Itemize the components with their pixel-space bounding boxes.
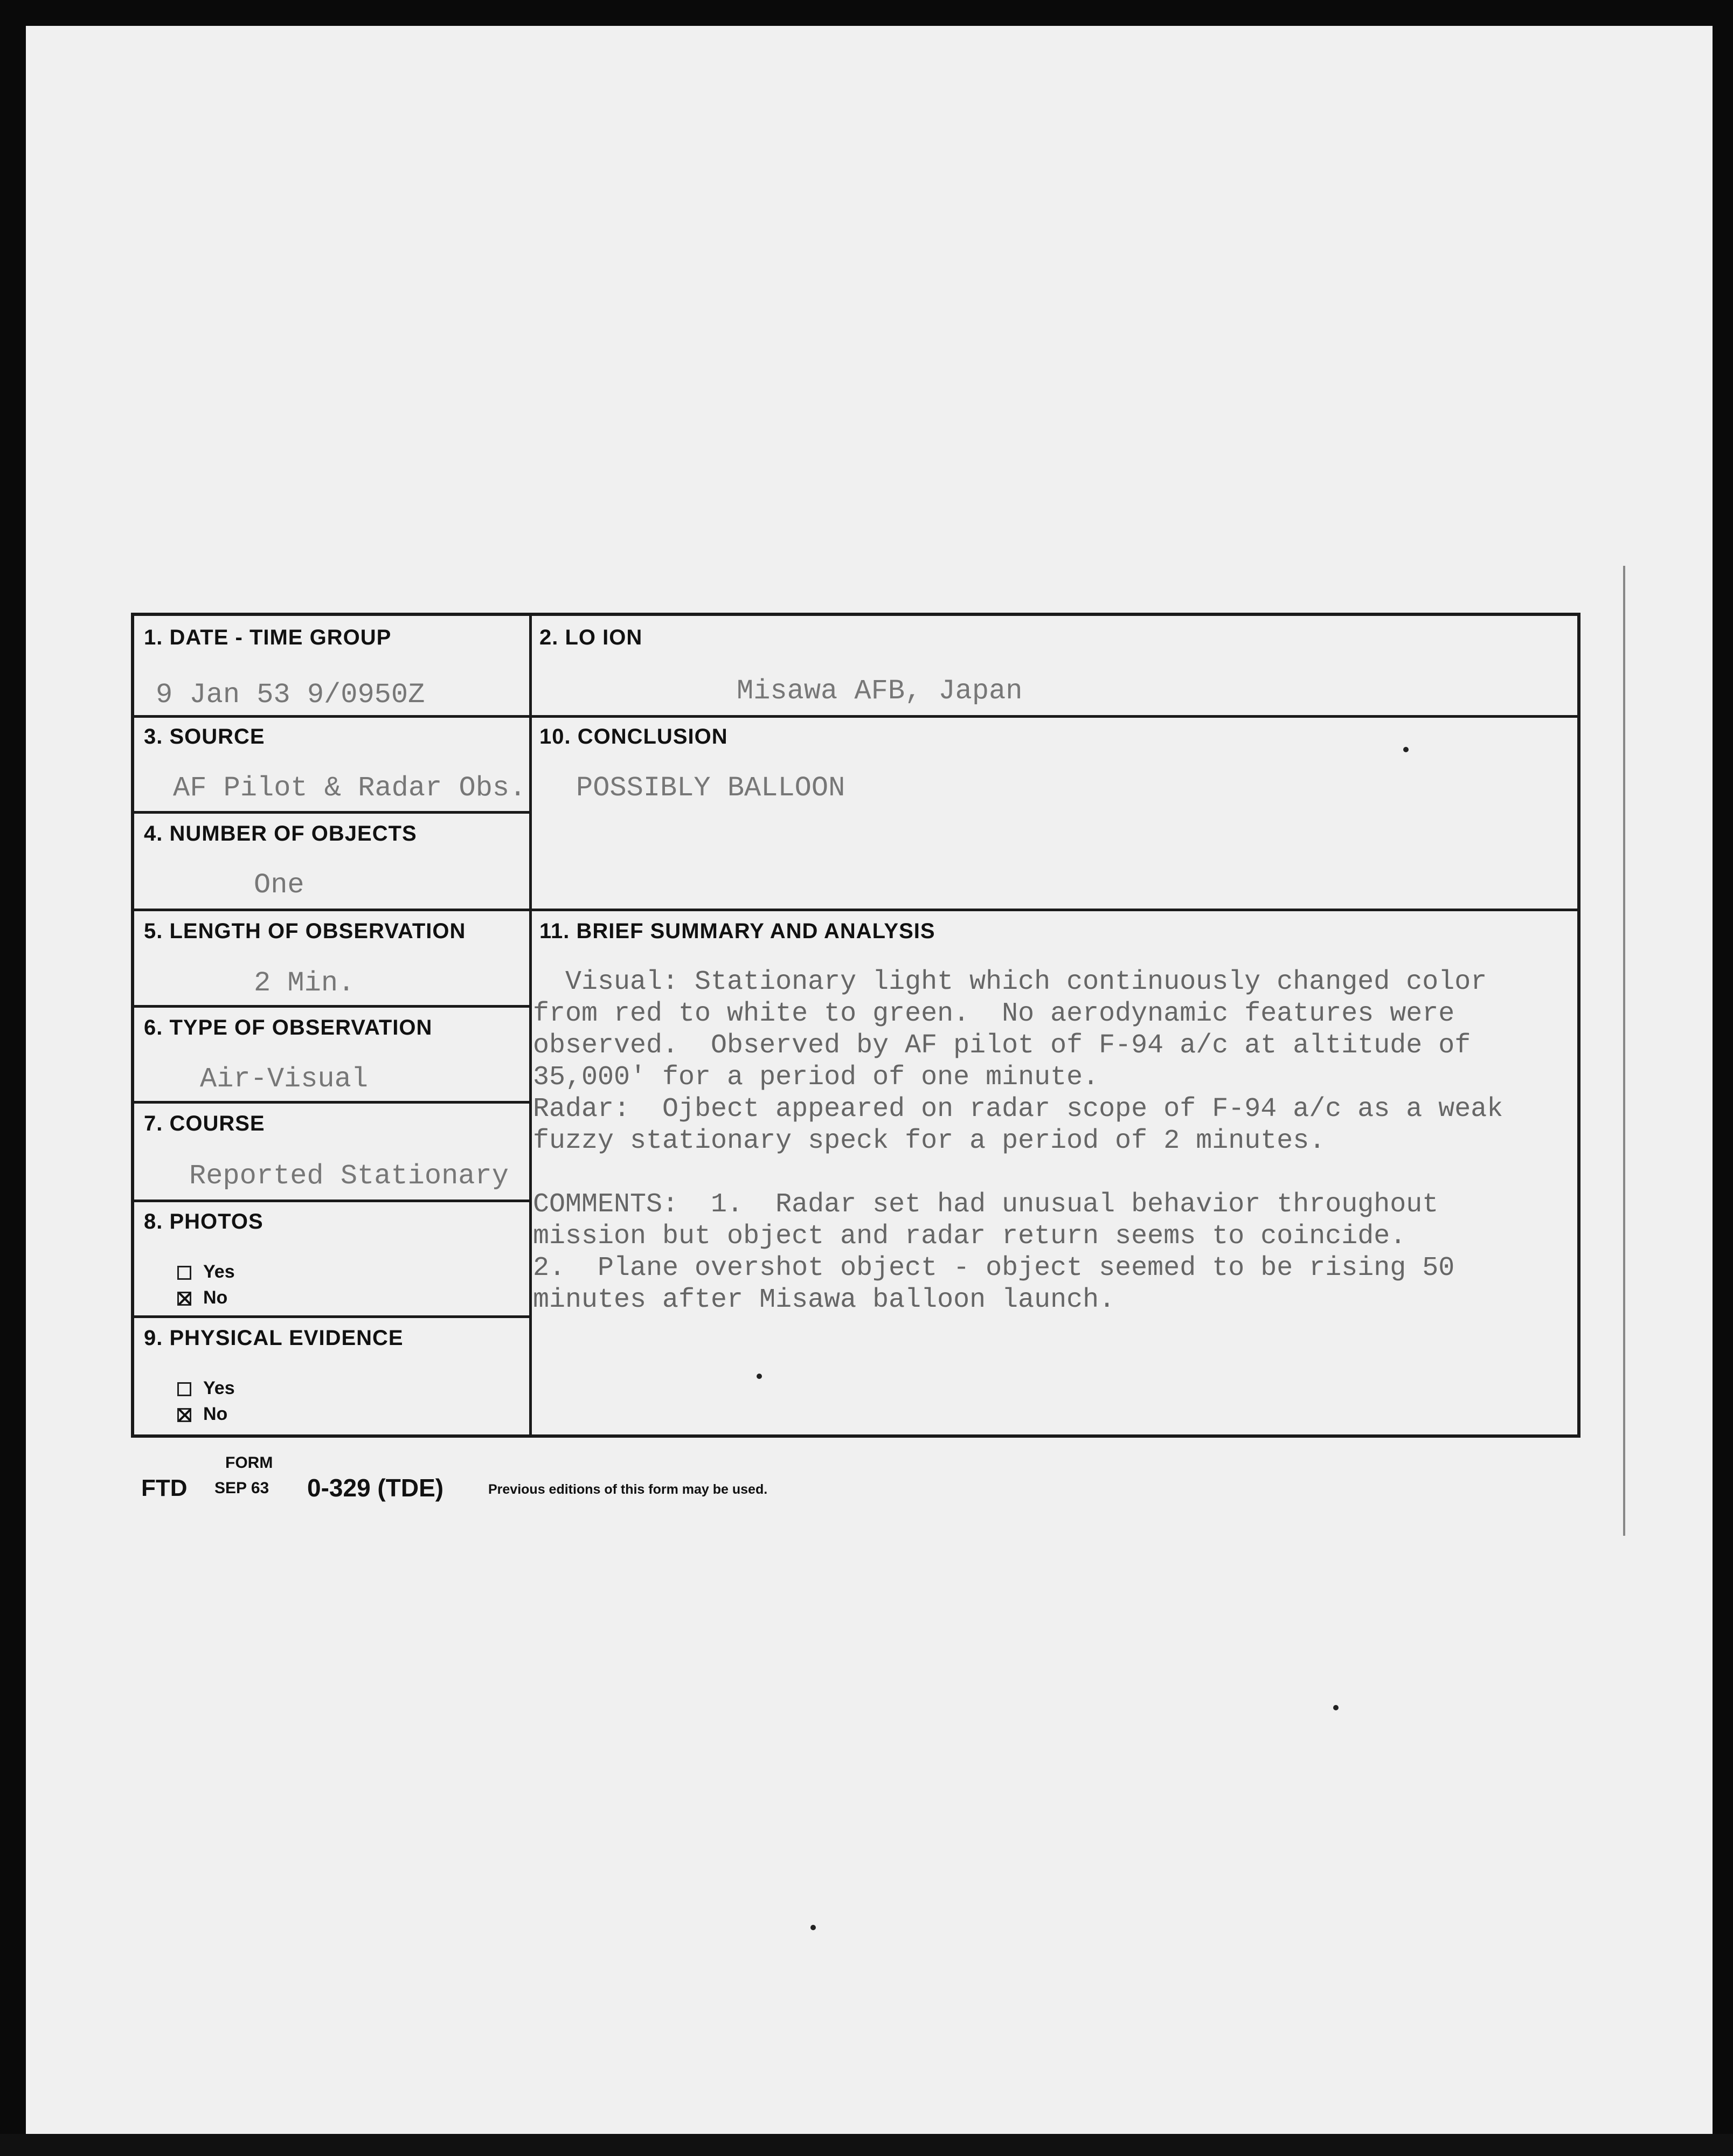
scan-speck: [1333, 1705, 1339, 1710]
length-of-observation-value: 2 Min.: [254, 967, 355, 999]
checked-box-icon: [177, 1408, 191, 1422]
conclusion-label: 10. CONCLUSION: [539, 725, 728, 748]
summary-line: mission but object and radar return seems to coincide.: [533, 1221, 1406, 1252]
checkbox-icon: [177, 1382, 191, 1396]
length-of-observation-label: 5. LENGTH OF OBSERVATION: [144, 919, 466, 943]
photos-yes-option: Yes: [177, 1261, 235, 1282]
scan-speck: [810, 1925, 816, 1930]
location-value: Misawa AFB, Japan: [737, 675, 1023, 707]
number-of-objects-value: One: [254, 869, 304, 901]
row-divider: [134, 1315, 529, 1318]
photos-no-option: No: [177, 1287, 227, 1308]
physical-evidence-label: 9. PHYSICAL EVIDENCE: [144, 1326, 404, 1350]
footer-form-number: 0-329 (TDE): [307, 1474, 444, 1502]
scan-border: [0, 2134, 1733, 2156]
number-of-objects-label: 4. NUMBER OF OBJECTS: [144, 822, 417, 845]
footer-ftd: FTD: [141, 1475, 188, 1501]
footer-sep: SEP 63: [214, 1479, 269, 1497]
row-divider: [134, 909, 1578, 911]
footer-form-word: FORM: [225, 1454, 273, 1472]
summary-line: 35,000' for a period of one minute.: [533, 1062, 1099, 1093]
course-label: 7. COURSE: [144, 1112, 265, 1135]
summary-line: fuzzy stationary speck for a period of 2 minutes.: [533, 1126, 1326, 1156]
row-divider: [134, 1005, 529, 1008]
evidence-no-option: No: [177, 1404, 227, 1425]
source-value: AF Pilot & Radar Obs.: [173, 772, 526, 804]
row-divider: [134, 1200, 529, 1202]
checkbox-icon: [177, 1266, 191, 1280]
footer-note: Previous editions of this form may be used.: [488, 1482, 768, 1497]
summary-line: minutes after Misawa balloon launch.: [533, 1285, 1115, 1315]
summary-label: 11. BRIEF SUMMARY AND ANALYSIS: [539, 919, 935, 943]
summary-line: Visual: Stationary light which continuously changed color: [533, 967, 1487, 997]
edge-line: [1623, 566, 1625, 1536]
type-of-observation-value: Air-Visual: [200, 1063, 369, 1095]
row-divider: [134, 1101, 529, 1104]
summary-line: 2. Plane overshot object - object seemed to be rising 50: [533, 1253, 1455, 1284]
location-label: 2. LO ION: [539, 626, 643, 649]
report-form: [131, 613, 1581, 1438]
evidence-yes-option: Yes: [177, 1378, 235, 1399]
source-label: 3. SOURCE: [144, 725, 265, 748]
photos-label: 8. PHOTOS: [144, 1210, 264, 1233]
date-time-value: 9 Jan 53 9/0950Z: [156, 679, 425, 711]
scan-speck: [757, 1374, 762, 1379]
scan-speck: [1403, 747, 1409, 752]
summary-line: observed. Observed by AF pilot of F-94 a/c at altitude of: [533, 1030, 1471, 1061]
row-divider: [134, 715, 1578, 718]
summary-line: Radar: Ojbect appeared on radar scope of F-94 a/c as a weak: [533, 1094, 1503, 1125]
course-value: Reported Stationary: [189, 1160, 509, 1192]
type-of-observation-label: 6. TYPE OF OBSERVATION: [144, 1016, 433, 1039]
summary-line: from red to white to green. No aerodynamic features were: [533, 999, 1455, 1029]
column-divider: [529, 616, 532, 1438]
row-divider: [134, 811, 529, 814]
date-time-label: 1. DATE - TIME GROUP: [144, 626, 392, 649]
conclusion-value: POSSIBLY BALLOON: [576, 772, 845, 804]
summary-line: COMMENTS: 1. Radar set had unusual behavior throughout: [533, 1189, 1439, 1220]
checked-box-icon: [177, 1292, 191, 1306]
